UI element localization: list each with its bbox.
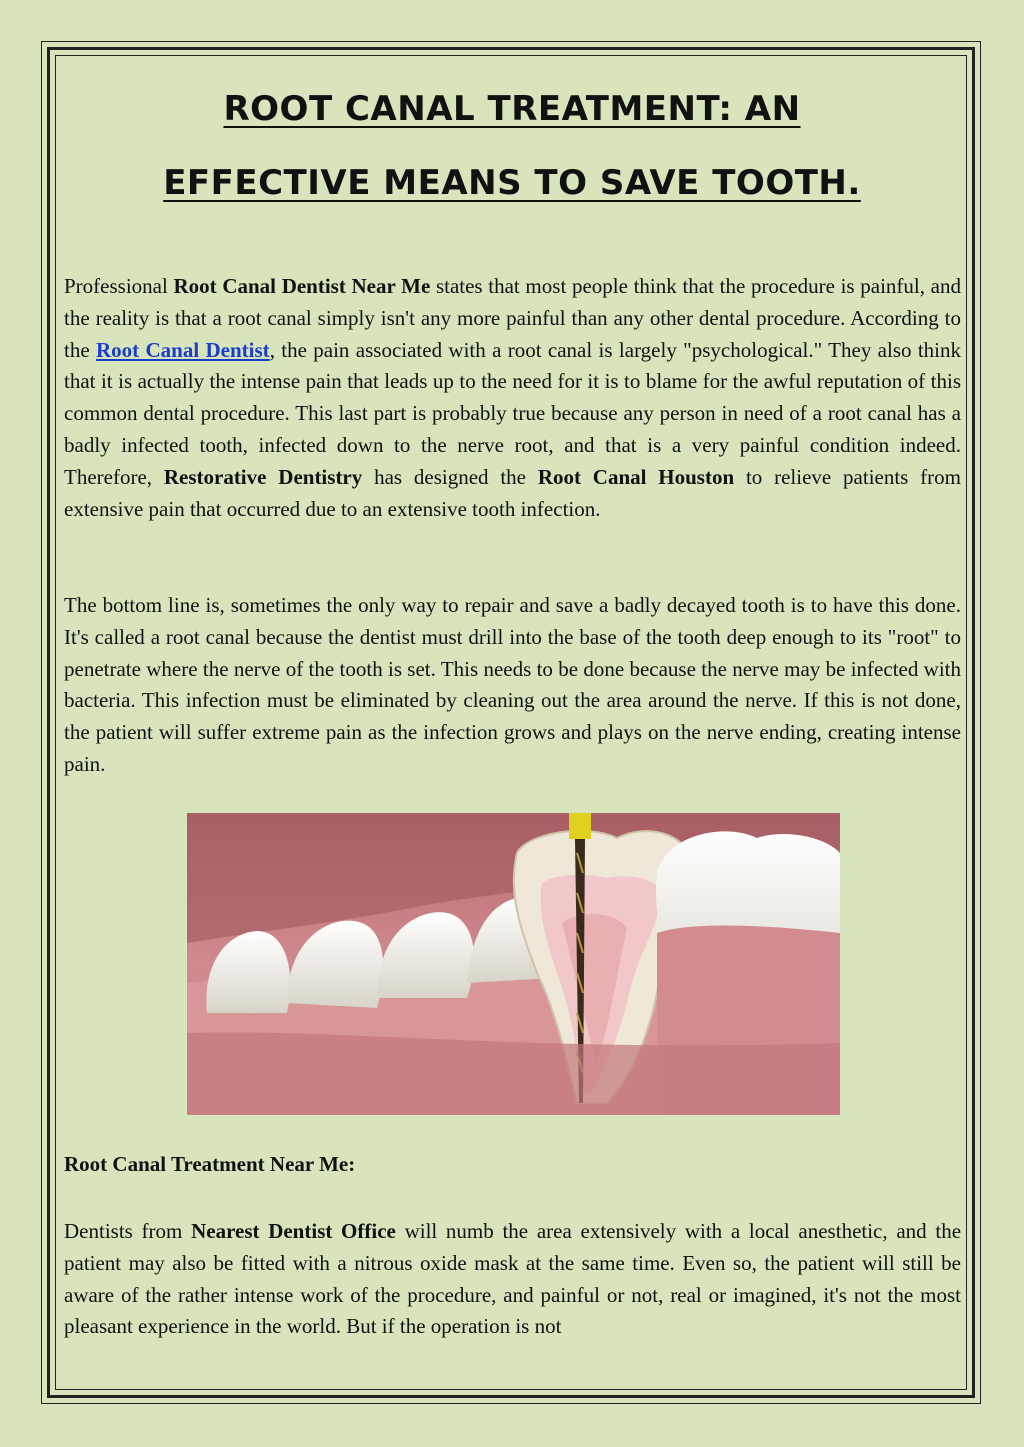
numbing-text-1: Dentists from (64, 1219, 192, 1243)
intro-text-5: to relieve patients from extensive pain that occurred due to an extensive tooth infection. (64, 464, 961, 521)
title-line-1: ROOT CANAL TREATMENT: AN (223, 89, 801, 129)
intro-text-3: , the pain associated with a root canal is largely "psychological." They also think that it is actually the intense pain that leads up to the need for it is to blame for the awful reputation of this common dental procedure. This last part is probably true because any person in need of a root canal has a badly infected tooth, infected down to the nerve root, and that is a very painful condition indeed. Therefore, (64, 337, 961, 489)
numbing-bold-nearest-dentist-office: Nearest Dentist Office (191, 1219, 396, 1243)
numbing-paragraph (64, 1216, 961, 1343)
intro-text-1: Professional (64, 274, 174, 298)
root-canal-dentist-link[interactable]: Root Canal Dentist (96, 337, 270, 362)
numbing-text-2: will numb the area extensively with a local anesthetic, and the patient may also be fitted with a nitrous oxide mask at the same time. Even so, the patient will still be aware of the rather intense work of the procedure, and painful or not, real or imagined, it's not the most pleasant experience in the world. But if the operation is not (64, 1219, 962, 1339)
section-heading: Root Canal Treatment Near Me: (64, 1152, 356, 1176)
intro-bold-restorative-dentistry: Restorative Dentistry (163, 464, 363, 489)
intro-bold-root-canal-houston: Root Canal Houston (537, 464, 735, 489)
intro-paragraph (64, 271, 961, 525)
title-line-2: EFFECTIVE MEANS TO SAVE TOOTH. (163, 163, 861, 203)
intro-bold-root-canal-dentist-near-me: Root Canal Dentist Near Me (173, 274, 431, 298)
intro-text-2: states that most people think that the procedure is painful, and the reality is that a root canal simply isn't any more painful than any other dental procedure. According to the (64, 274, 961, 362)
bottom-line-paragraph: The bottom line is, sometimes the only way to repair and save a badly decayed tooth is to have this done. It's called a root canal because the dentist must drill into the base of the tooth deep enough to its "root" to penetrate where the nerve of the tooth is set. This needs to be done because the nerve may be infected with bacteria. This infection must be eliminated by cleaning out the area around the nerve. If this is not done, the patient will suffer extreme pain as the infection grows and plays on the nerve ending, creating intense pain. (64, 593, 961, 776)
intro-text-4: has designed the (362, 464, 538, 489)
root-canal-illustration (187, 813, 840, 1115)
page-title (64, 72, 960, 220)
